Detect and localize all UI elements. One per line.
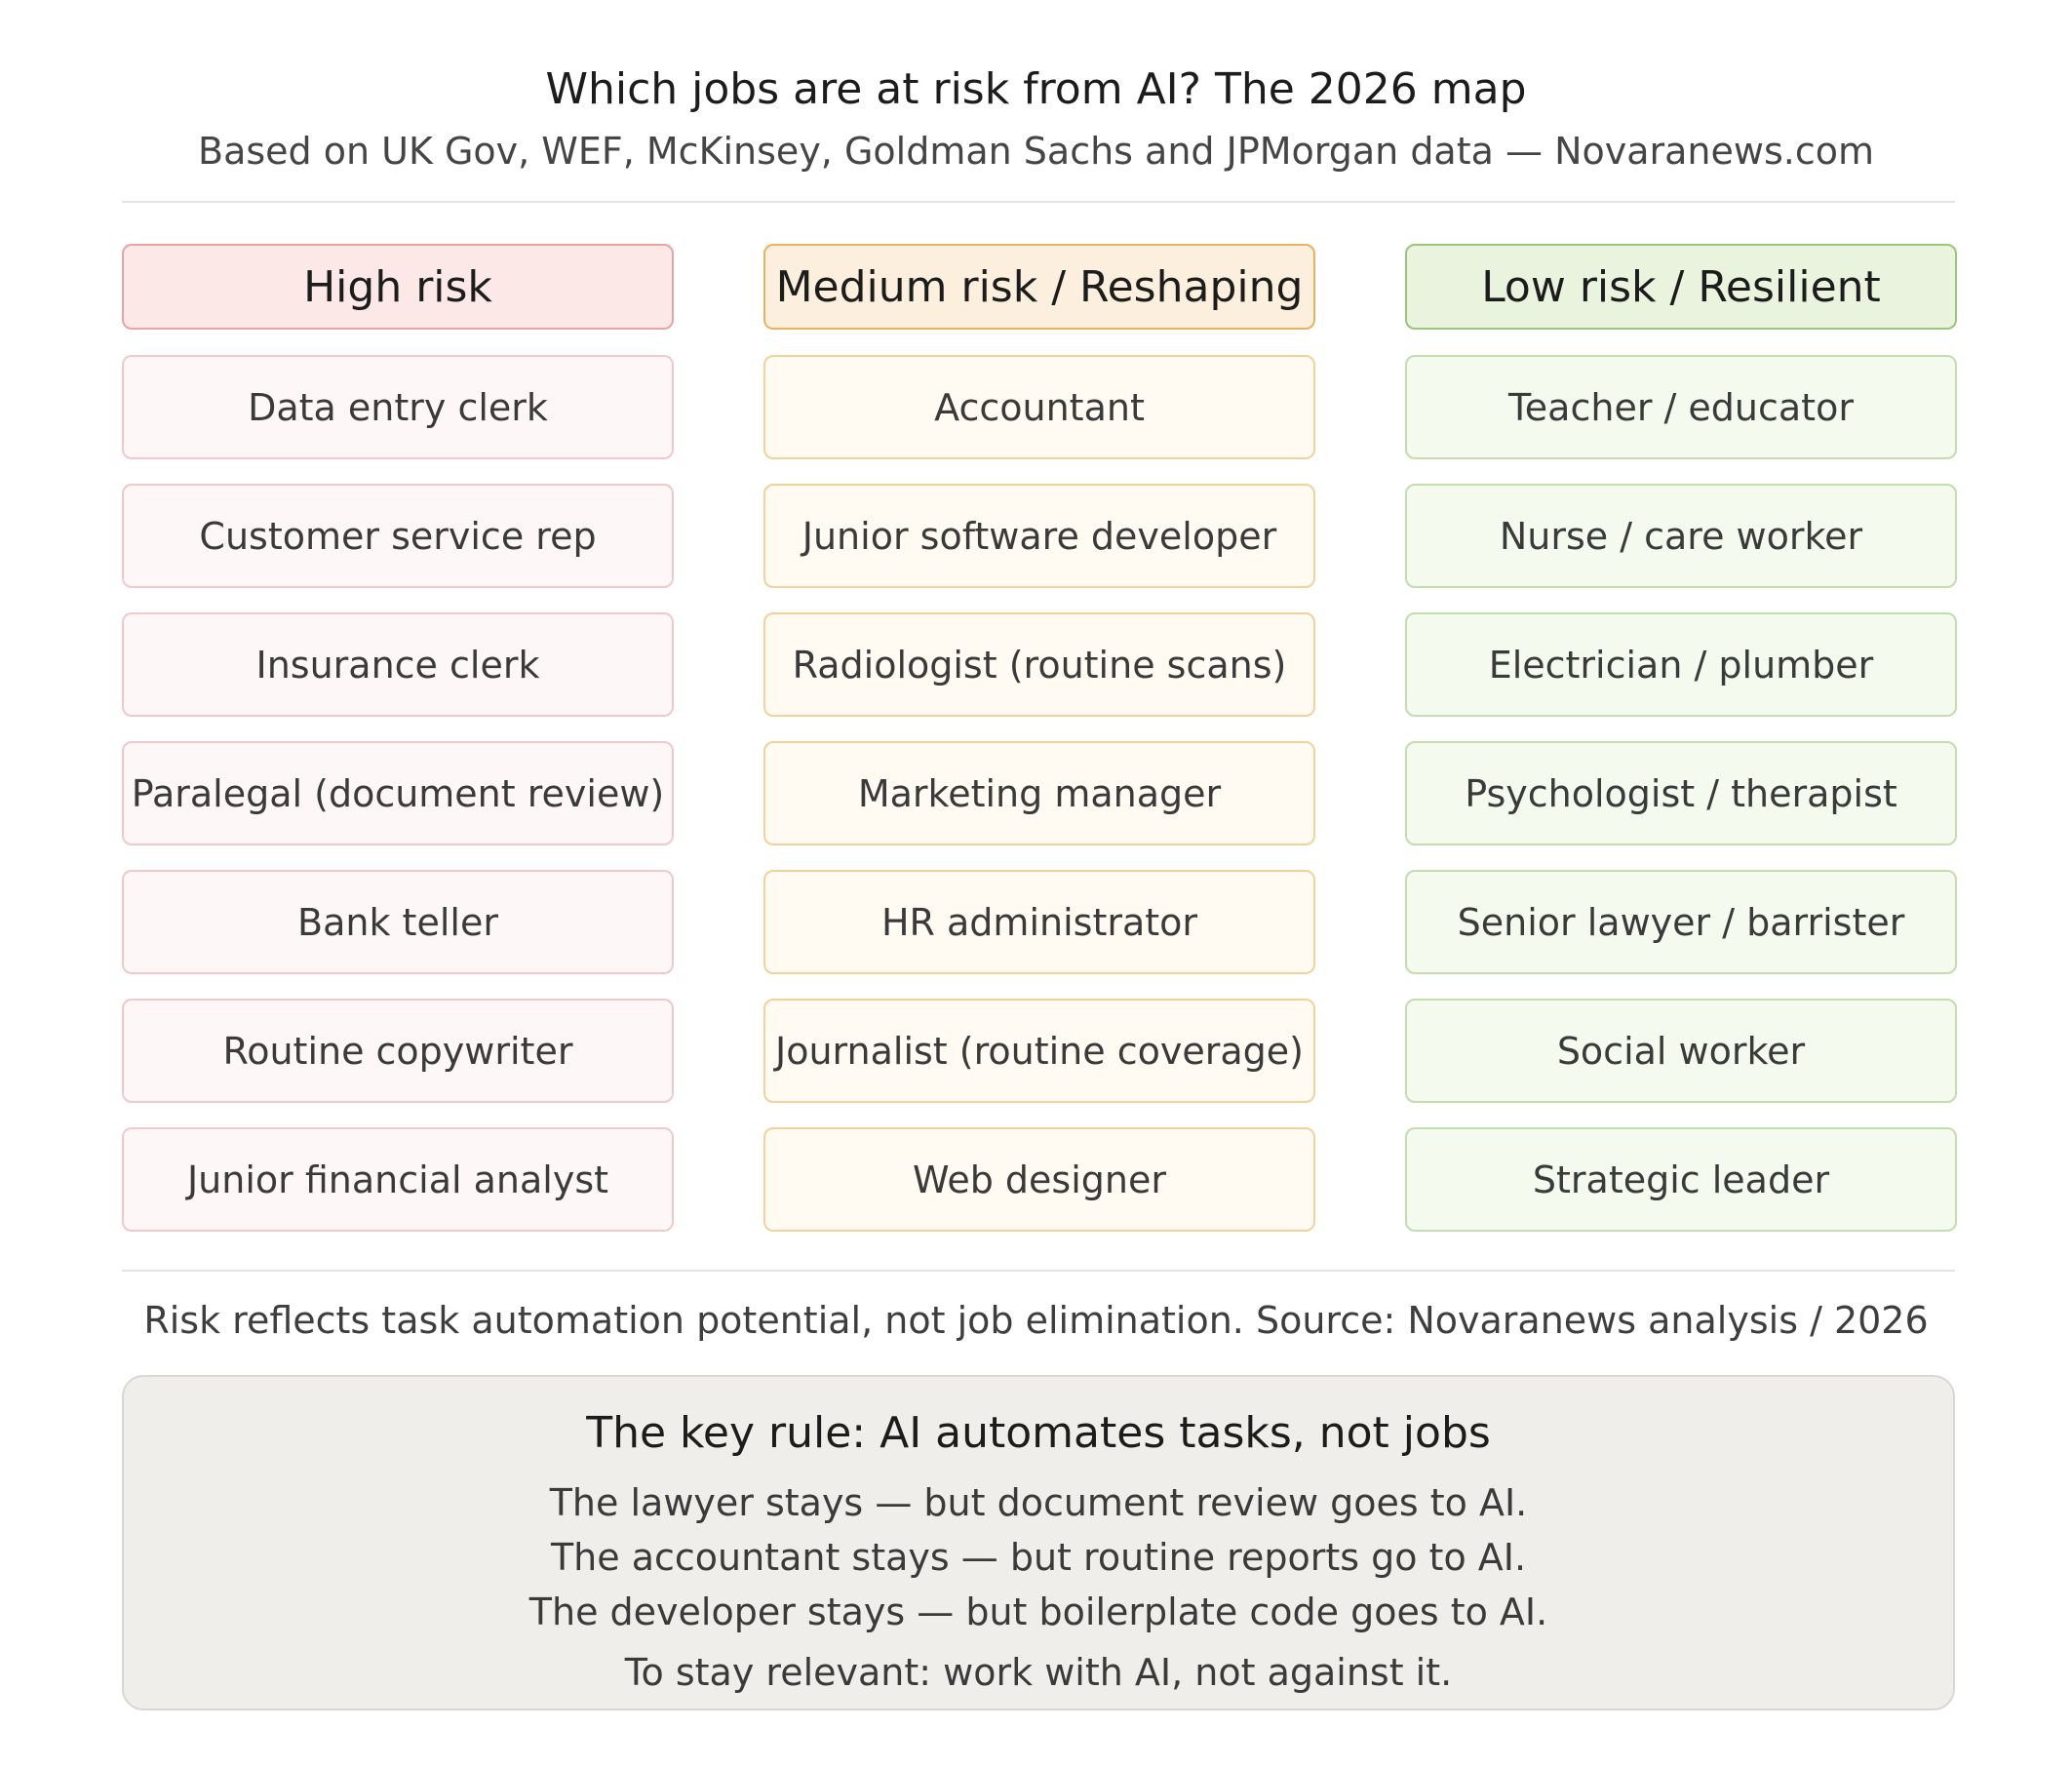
low-risk-column [1405,244,1957,1256]
job-card: Paralegal (document review) [122,741,674,845]
medium-risk-column [763,244,1315,1256]
job-card: HR administrator [763,870,1315,974]
low-risk-job-list [1405,355,1957,1232]
job-card: Web designer [763,1127,1315,1232]
job-card: Marketing manager [763,741,1315,845]
medium-risk-header: Medium risk / Reshaping [763,244,1315,330]
page-title: Which jobs are at risk from AI? The 2026 map [545,64,1527,114]
job-card: Radiologist (routine scans) [763,612,1315,717]
high-risk-column [122,244,674,1256]
key-rule-line: The lawyer stays — but document review goes to AI. [549,1481,1528,1524]
job-card: Strategic leader [1405,1127,1957,1232]
job-card: Bank teller [122,870,674,974]
job-card: Journalist (routine coverage) [763,999,1315,1103]
key-rule-title: The key rule: AI automates tasks, not jobs [586,1408,1491,1458]
key-rule-line: To stay relevant: work with AI, not against it. [624,1651,1453,1694]
source-footnote: Risk reflects task automation potential, not job elimination. Source: Novaranews analysis / 2026 [143,1299,1929,1342]
key-rule-box [122,1375,1955,1710]
job-card: Social worker [1405,999,1957,1103]
high-risk-job-list [122,355,674,1232]
job-card: Data entry clerk [122,355,674,459]
key-rule-line: The developer stays — but boilerplate code goes to AI. [528,1590,1548,1633]
job-card: Junior software developer [763,484,1315,588]
job-card: Teacher / educator [1405,355,1957,459]
job-card: Accountant [763,355,1315,459]
job-card: Routine copywriter [122,999,674,1103]
job-card: Senior lawyer / barrister [1405,870,1957,974]
medium-risk-job-list [763,355,1315,1232]
job-card: Customer service rep [122,484,674,588]
page-subtitle: Based on UK Gov, WEF, McKinsey, Goldman Sachs and JPMorgan data — Novaranews.com [198,130,1874,173]
high-risk-header: High risk [122,244,674,330]
key-rule-line: The accountant stays — but routine reports go to AI. [550,1536,1527,1579]
job-card: Electrician / plumber [1405,612,1957,717]
top-divider [122,201,1955,203]
job-card: Insurance clerk [122,612,674,717]
job-card: Nurse / care worker [1405,484,1957,588]
job-card: Junior financial analyst [122,1127,674,1232]
job-card: Psychologist / therapist [1405,741,1957,845]
low-risk-header: Low risk / Resilient [1405,244,1957,330]
bottom-divider [122,1270,1955,1272]
